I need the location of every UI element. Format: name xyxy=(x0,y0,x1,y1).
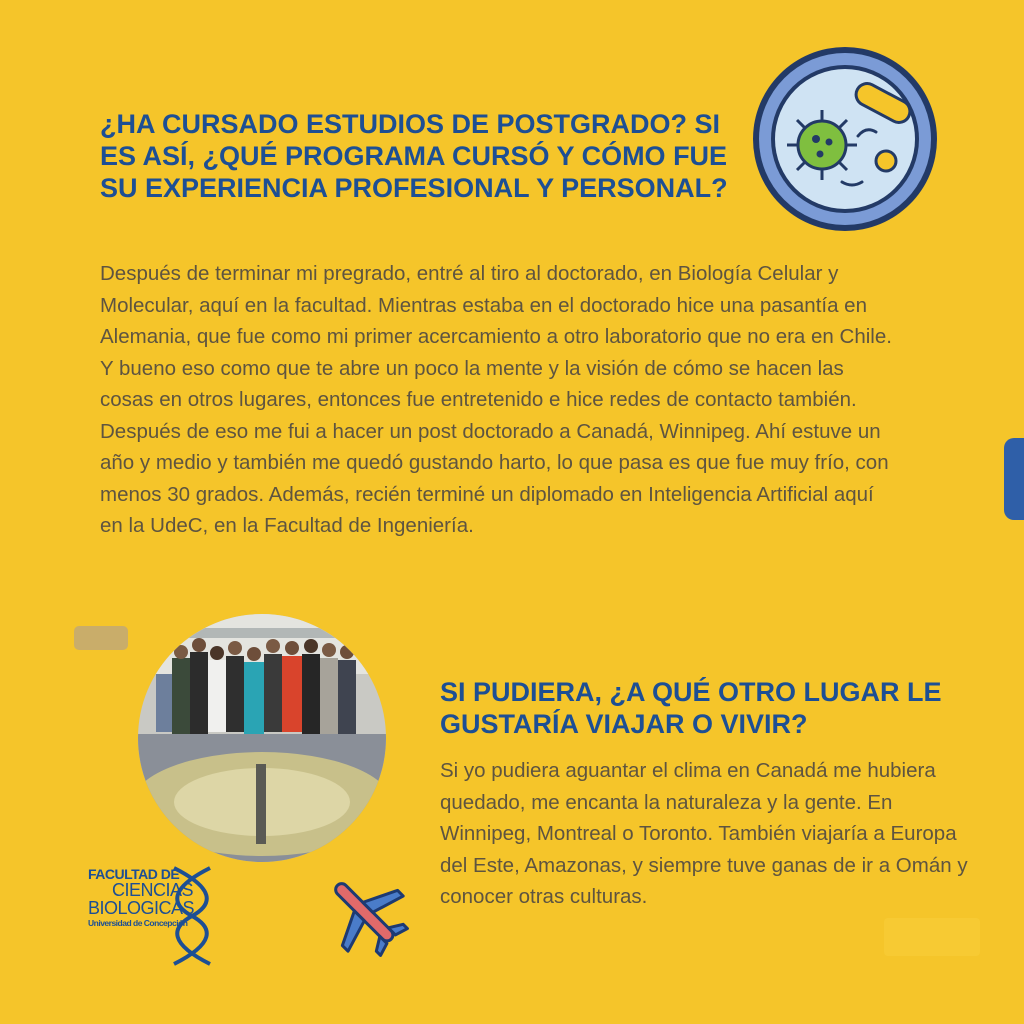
faculty-logo xyxy=(82,866,242,966)
logo-line1: FACULTAD DE xyxy=(88,866,180,882)
cell-icon xyxy=(750,44,940,234)
question2-answer: Si yo pudiera aguantar el clima en Canadá me hubiera quedado, me encanta la naturaleza y la gente. En Winnipeg, Montreal o Toronto. También viajaría a Europa del Este, Amazonas, y siempre tuve ganas de ir a Omán y conocer otras culturas. xyxy=(440,759,968,908)
logo-line4: Universidad de Concepción xyxy=(88,918,188,928)
logo-line2: CIENCIAS xyxy=(112,880,194,900)
group-photo xyxy=(138,614,386,862)
dna-helix-icon xyxy=(162,866,222,966)
question1-heading: ¿HA CURSADO ESTUDIOS DE POSTGRADO? SI ES ASÍ, ¿QUÉ PROGRAMA CURSÓ Y CÓMO FUE SU EXPERIENCIA PROFESIONAL Y PERSONAL? xyxy=(100,109,728,203)
faint-box xyxy=(884,918,980,956)
logo-line3: BIOLOGICAS xyxy=(88,898,195,918)
airplane-icon xyxy=(320,868,410,958)
side-tab[interactable] xyxy=(1004,438,1024,520)
question2-heading: SI PUDIERA, ¿A QUÉ OTRO LUGAR LE GUSTARÍA VIAJAR O VIVIR? xyxy=(440,677,942,739)
question1-answer: Después de terminar mi pregrado, entré al tiro al doctorado, en Biología Celular y Molecular, aquí en la facultad. Mientras estaba en el doctorado hice una pasantía en Alemania, que fue como mi primer acercamiento a otro laboratorio que no era en Chile. Y bueno eso como que te abre un poco la mente y la visión de cómo se hacen las cosas en otros lugares, entonces fue entretenido e hice redes de contacto también. Después de eso me fui a hacer un post doctorado a Canadá, Winnipeg. Ahí estuve un año y medio y también me quedó gustando harto, lo que pasa es que fue muy frío, con menos 30 grados. Además, recién terminé un diplomado en Inteligencia Artificial aquí en la UdeC, en la Facultad de Ingeniería. xyxy=(100,262,892,537)
chat-bubble-icon xyxy=(74,626,128,650)
